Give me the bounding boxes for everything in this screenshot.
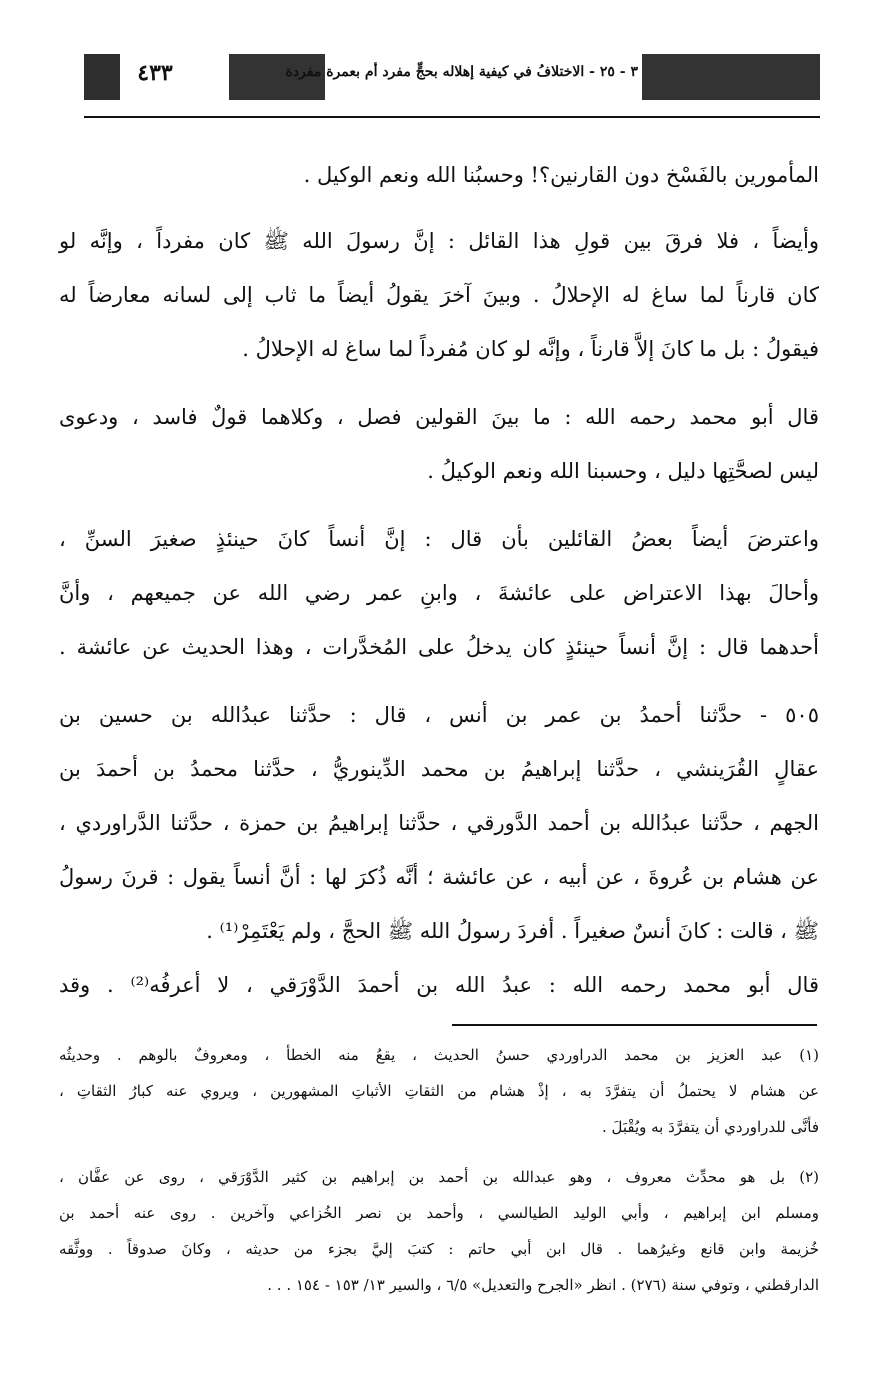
footnote-line: (١) عبد العزيز بن محمد الدراوردي حسنُ الحديث ، يقعُ منه الخطأ ، ومعروفٌ بالوهم . وحديثُه (59, 1046, 819, 1064)
chapter-title: ٣ - ٢٥ - الاختلافُ في كيفية إهلاله بحجٍّ مفرد أم بعمرة مفردة (285, 64, 638, 80)
footnote-rule (452, 1024, 817, 1026)
text-line: فيقولُ : بل ما كانَ إلاَّ قارناً ، وإنَّه لو كان مُفرداً لما ساغ له الإحلالُ . (242, 337, 819, 361)
page-number: ٤٣٣ (137, 60, 173, 86)
footnote-line: الدارقطني ، وتوفي سنة (٢٧٦) . انظر «الجرح والتعديل» ٦/٥ ، والسير ١٣/ ١٥٣ - ١٥٤ . . . (267, 1276, 819, 1294)
header-shade-block-left (84, 54, 120, 100)
text-line: كان قارناً لما ساغ له الإحلالُ . وبينَ آخرَ يقولُ أيضاً ما ثاب إلى لسانه معارضاً له (59, 283, 819, 307)
text-line: قال أبو محمد رحمه الله : ما بينَ القولين فصل ، وكلاهما قولٌ فاسد ، ودعوى (59, 405, 819, 429)
text-line: المأمورين بالفَسْخ دون القارنين؟! وحسبُنا الله ونعم الوكيل . (303, 163, 819, 187)
text-line: ليس لصحَّتِها دليل ، وحسبنا الله ونعم الوكيلُ . (427, 459, 819, 483)
footnote-line: خُزيمة وابن قانع وغيرُهما . قال ابن أبي حاتم : كتبَ إليَّ بجزء من حديثه ، وكانَ صدوقاً . ووثَّقه (59, 1240, 819, 1258)
text-line: واعترضَ أيضاً بعضُ القائلين بأن قال : إنَّ أنساً كانَ حينئذٍ صغيرَ السنِّ ، (59, 527, 819, 551)
header-rule (84, 116, 820, 118)
header-shade-block-right (642, 54, 820, 100)
text-line: وأحالَ بهذا الاعتراض على عائشةَ ، وابنِ عمر رضي الله عن جميعهم ، وأنَّ (59, 581, 819, 605)
hadith-line: الجهم ، حدَّثنا عبدُالله بن أحمد الدَّورقي ، حدَّثنا إبراهيمُ بن حمزة ، حدَّثنا الدَّراوردي ، (59, 811, 819, 835)
hadith-line: عن هشام بن عُروةَ ، عن أبيه ، عن عائشة ؛ أنَّه ذُكرَ لها : أنَّ أنساً يقول : قرنَ رسولُ (59, 865, 819, 889)
hadith-line: ٥٠٥ - حدَّثنا أحمدُ بن عمر بن أنس ، قال : حدَّثنا عبدُالله بن حسين بن (59, 703, 819, 727)
footnote-line: ومسلم ابن إبراهيم ، وأبي الوليد الطيالسي ، وأحمد بن نصر الخُزاعي وآخرين . روى عنه أحمد بن (59, 1204, 819, 1222)
footnote-line: (٢) بل هو محدِّث معروف ، وهو عبدالله بن أحمد بن إبراهيم بن كثير الدَّوْرَقي ، روى عن عفَّان ، (59, 1168, 819, 1186)
footnote-line: عن هشام لا يحتملُ أن يتفرَّدَ به ، إذْ هشام من الثقاتِ الأثباتِ المشهورين ، ويروي عنه كبارُ الثقاتِ ، (59, 1082, 819, 1100)
text-line: قال أبو محمد رحمه الله : عبدُ الله بن أحمدَ الدَّوْرَقي ، لا أعرفُه⁽²⁾ . وقد (59, 973, 819, 997)
hadith-line: ﷺ ، قالت : كانَ أنسٌ صغيراً . أفردَ رسولُ الله ﷺ الحجَّ ، ولم يَعْتَمِرْ⁽¹⁾ . (206, 919, 819, 943)
running-header (84, 54, 820, 100)
text-line: أحدهما قال : إنَّ أنساً حينئذٍ كان يدخلُ على المُخدَّرات ، وهذا الحديث عن عائشة . (59, 635, 819, 659)
hadith-line: عقالٍ القُرَينشي ، حدَّثنا إبراهيمُ بن محمد الدِّينوريُّ ، حدَّثنا محمدُ بن أحمدَ بن (59, 757, 819, 781)
footnote-line: فأنَّى للدراوردي أن يتفرَّدَ به ويُقْبَلَ . (601, 1118, 819, 1136)
text-line: وأيضاً ، فلا فرقَ بين قولِ هذا القائل : إنَّ رسولَ الله ﷺ كان مفرداً ، وإنَّه لو (59, 229, 819, 253)
